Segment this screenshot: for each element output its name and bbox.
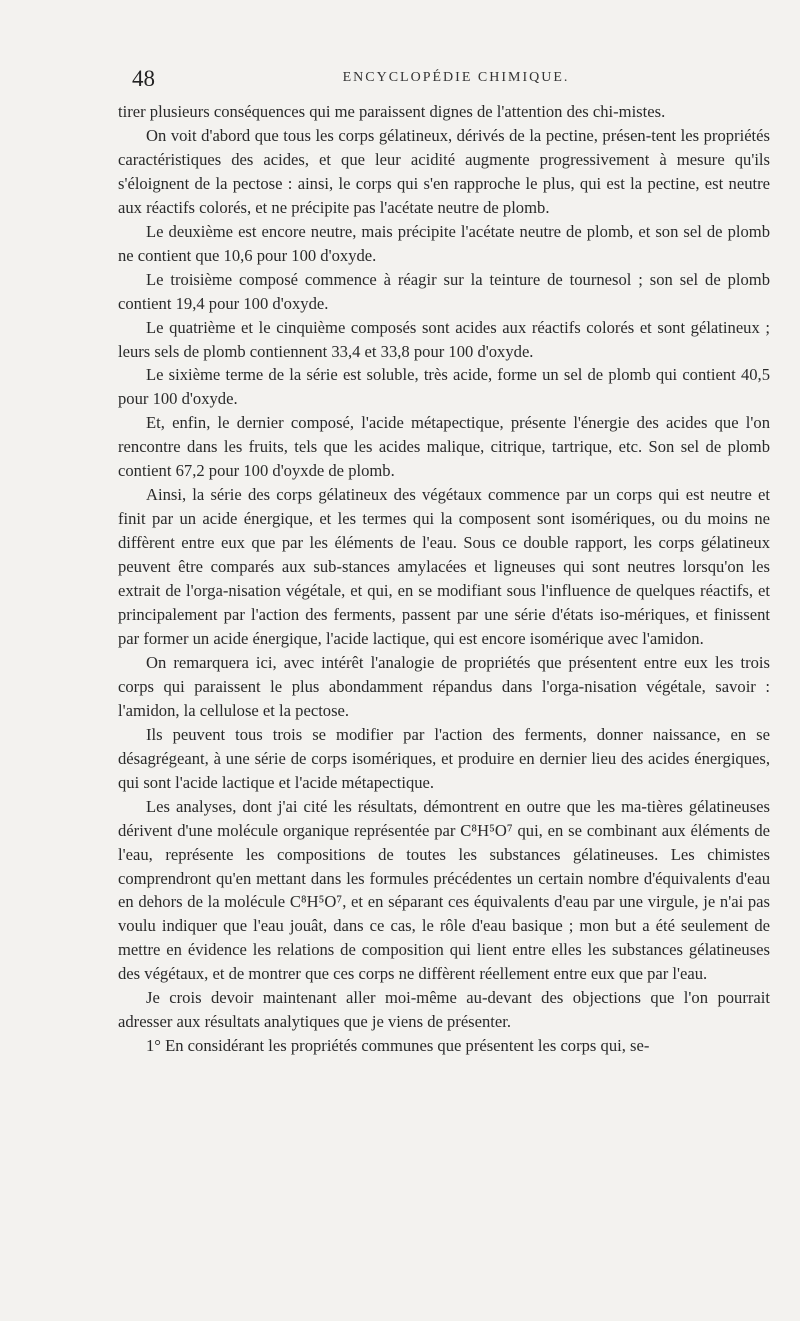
- paragraph: On remarquera ici, avec intérêt l'analogie de propriétés que présentent entre eux les trois corps qui paraissent le plus abondamment répandus dans l'orga-nisation végétale, savoir : l'amidon, la cellulose et la pectose.: [118, 652, 770, 720]
- paragraph: Les analyses, dont j'ai cité les résultats, démontrent en outre que les ma-tières gélatineuses dérivent d'une molécule organique représentée par C⁸H⁵O⁷ qui, en se combinant aux éléments de l'eau, représente les compositions de toutes les substances gélatineuses. Les chimistes comprendront qu'en mettant dans les formules précédentes un certain nombre d'équivalents d'eau en dehors de la molécule C⁸H⁵O⁷, et en séparant ces équivalents d'eau par une virgule, je n'ai pas voulu indiquer que l'eau jouât, dans ce cas, le rôle d'eau basique ; mon but a été seulement de mettre en évidence les relations de composition qui lient entre elles les substances gélatineuses des végétaux, et de montrer que ces corps ne diffèrent réellement entre eux que par l'eau.: [118, 796, 770, 984]
- paragraph: Je crois devoir maintenant aller moi-même au-devant des objections que l'on pourrait adresser aux résultats analytiques que je viens de présenter.: [118, 988, 770, 1032]
- paragraph: Le quatrième et le cinquième composés sont acides aux réactifs colorés et sont gélatineux ; leurs sels de plomb contiennent 33,4 et 33,8 pour 100 d'oxyde.: [118, 317, 770, 361]
- paragraph: Le sixième terme de la série est soluble, très acide, forme un sel de plomb qui contient 40,5 pour 100 d'oxyde.: [118, 365, 770, 409]
- paragraph: Ils peuvent tous trois se modifier par l'action des ferments, donner naissance, en se désagrégeant, à une série de corps isomériques, et produire en dernier lieu des acides énergiques, qui sont l'acide lactique et l'acide métapectique.: [118, 724, 770, 792]
- paragraph: On voit d'abord que tous les corps gélatineux, dérivés de la pectine, présen-tent les propriétés caractéristiques des acides, et que leur acidité augmente progressivement à mesure qu'ils s'éloignent de la pectose : ainsi, le corps qui s'en rapproche le plus, qui est la pectine, est neutre aux réactifs colorés, et ne précipite pas l'acétate neutre de plomb.: [118, 125, 770, 217]
- page-number: 48: [132, 66, 155, 91]
- paragraph: tirer plusieurs conséquences qui me paraissent dignes de l'attention des chi-mistes.: [118, 102, 666, 121]
- paragraph: Le deuxième est encore neutre, mais précipite l'acétate neutre de plomb, et son sel de plomb ne contient que 10,6 pour 100 d'oxyde.: [118, 221, 770, 265]
- running-head: ENCYCLOPÉDIE CHIMIQUE.: [342, 70, 570, 85]
- paragraph: Et, enfin, le dernier composé, l'acide métapectique, présente l'énergie des acides que l'on rencontre dans les fruits, tels que les acides malique, citrique, tartrique, etc. Son sel de plomb contient 67,2 pour 100 d'oyxde de plomb.: [118, 413, 770, 481]
- body-text: [118, 100, 770, 1058]
- paragraph: 1° En considérant les propriétés communes que présentent les corps qui, se-: [146, 1036, 650, 1056]
- paragraph: Ainsi, la série des corps gélatineux des végétaux commence par un corps qui est neutre et finit par un acide énergique, et les termes qui la composent sont isomériques, ou du moins ne diffèrent entre eux que par les éléments de l'eau. Sous ce double rapport, les corps gélatineux peuvent être comparés aux sub-stances amylacées et ligneuses qui sont neutres lorsqu'on les extrait de l'orga-nisation végétale, et qui, en se modifiant sous l'influence de quelques réactifs, et principalement par l'action des ferments, passent par une série d'états iso-mériques, et finissent par former un acide énergique, l'acide lactique, qui est encore isomérique avec l'amidon.: [118, 485, 770, 648]
- page-header: [132, 66, 760, 94]
- paragraph: Le troisième composé commence à réagir sur la teinture de tournesol ; son sel de plomb contient 19,4 pour 100 d'oxyde.: [118, 269, 770, 313]
